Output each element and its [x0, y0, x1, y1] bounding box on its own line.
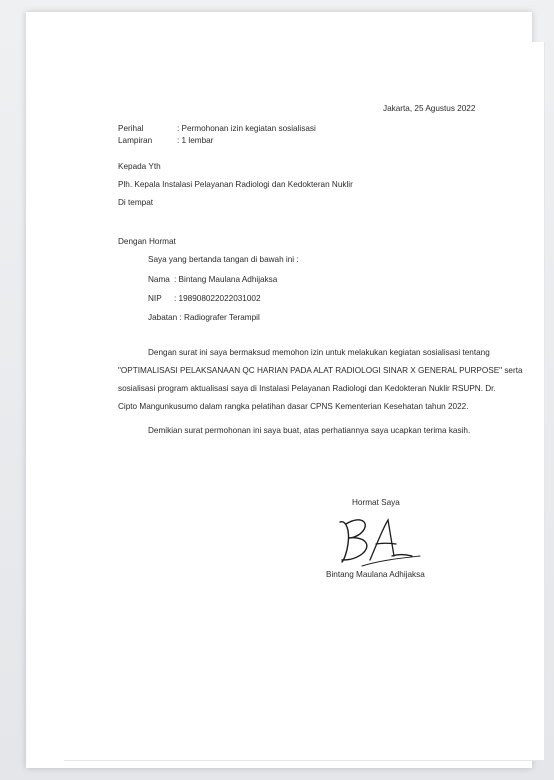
- jabatan-line: Jabatan : Radiografer Terampil: [148, 313, 260, 322]
- body-line-1: Dengan surat ini saya bermaksud memohon izin untuk melakukan kegiatan sosialisasi tentang: [148, 348, 490, 357]
- lampiran-label: Lampiran: [118, 136, 153, 145]
- di-tempat: Di tempat: [118, 198, 154, 207]
- place-date: Jakarta, 25 Agustus 2022: [383, 104, 476, 113]
- nama-label: Nama: [148, 275, 170, 284]
- closing-greeting: Hormat Saya: [352, 498, 400, 507]
- letter-page: [64, 42, 545, 761]
- nip-label: NIP: [148, 294, 162, 303]
- signature: [332, 510, 422, 568]
- recipient: Plh. Kepala Instalasi Pelayanan Radiologi dan Kedokteran Nuklir: [118, 180, 353, 189]
- intro-line: Saya yang bertanda tangan di bawah ini :: [148, 255, 299, 264]
- body-line-2: "OPTIMALISASI PELAKSANAAN QC HARIAN PADA ALAT RADIOLOGI SINAR X GENERAL PURPOSE" serta: [118, 366, 523, 375]
- body-line-4: Cipto Mangunkusumo dalam rangka pelatihan dasar CPNS Kementerian Kesehatan tahun 2022.: [118, 402, 469, 411]
- perihal-label: Perihal: [118, 124, 144, 133]
- scanned-sheet: [26, 12, 532, 768]
- greeting: Dengan Hormat: [118, 237, 176, 246]
- body-line-3: sosialisasi program aktualisasi saya di Instalasi Pelayanan Radiologi dan Kedokteran Nuklir RSUPN. Dr.: [118, 384, 496, 393]
- perihal-value: : Permohonan izin kegiatan sosialisasi: [177, 124, 316, 133]
- kepada-yth: Kepada Yth: [118, 162, 161, 171]
- lampiran-value: : 1 lembar: [177, 136, 214, 145]
- closing-sentence: Demikian surat permohonan ini saya buat, atas perhatiannya saya ucapkan terima kasih.: [148, 426, 471, 435]
- nip-value: : 198908022022031002: [174, 294, 261, 303]
- nama-value: : Bintang Maulana Adhijaksa: [174, 275, 278, 284]
- signer-name: Bintang Maulana Adhijaksa: [326, 570, 425, 579]
